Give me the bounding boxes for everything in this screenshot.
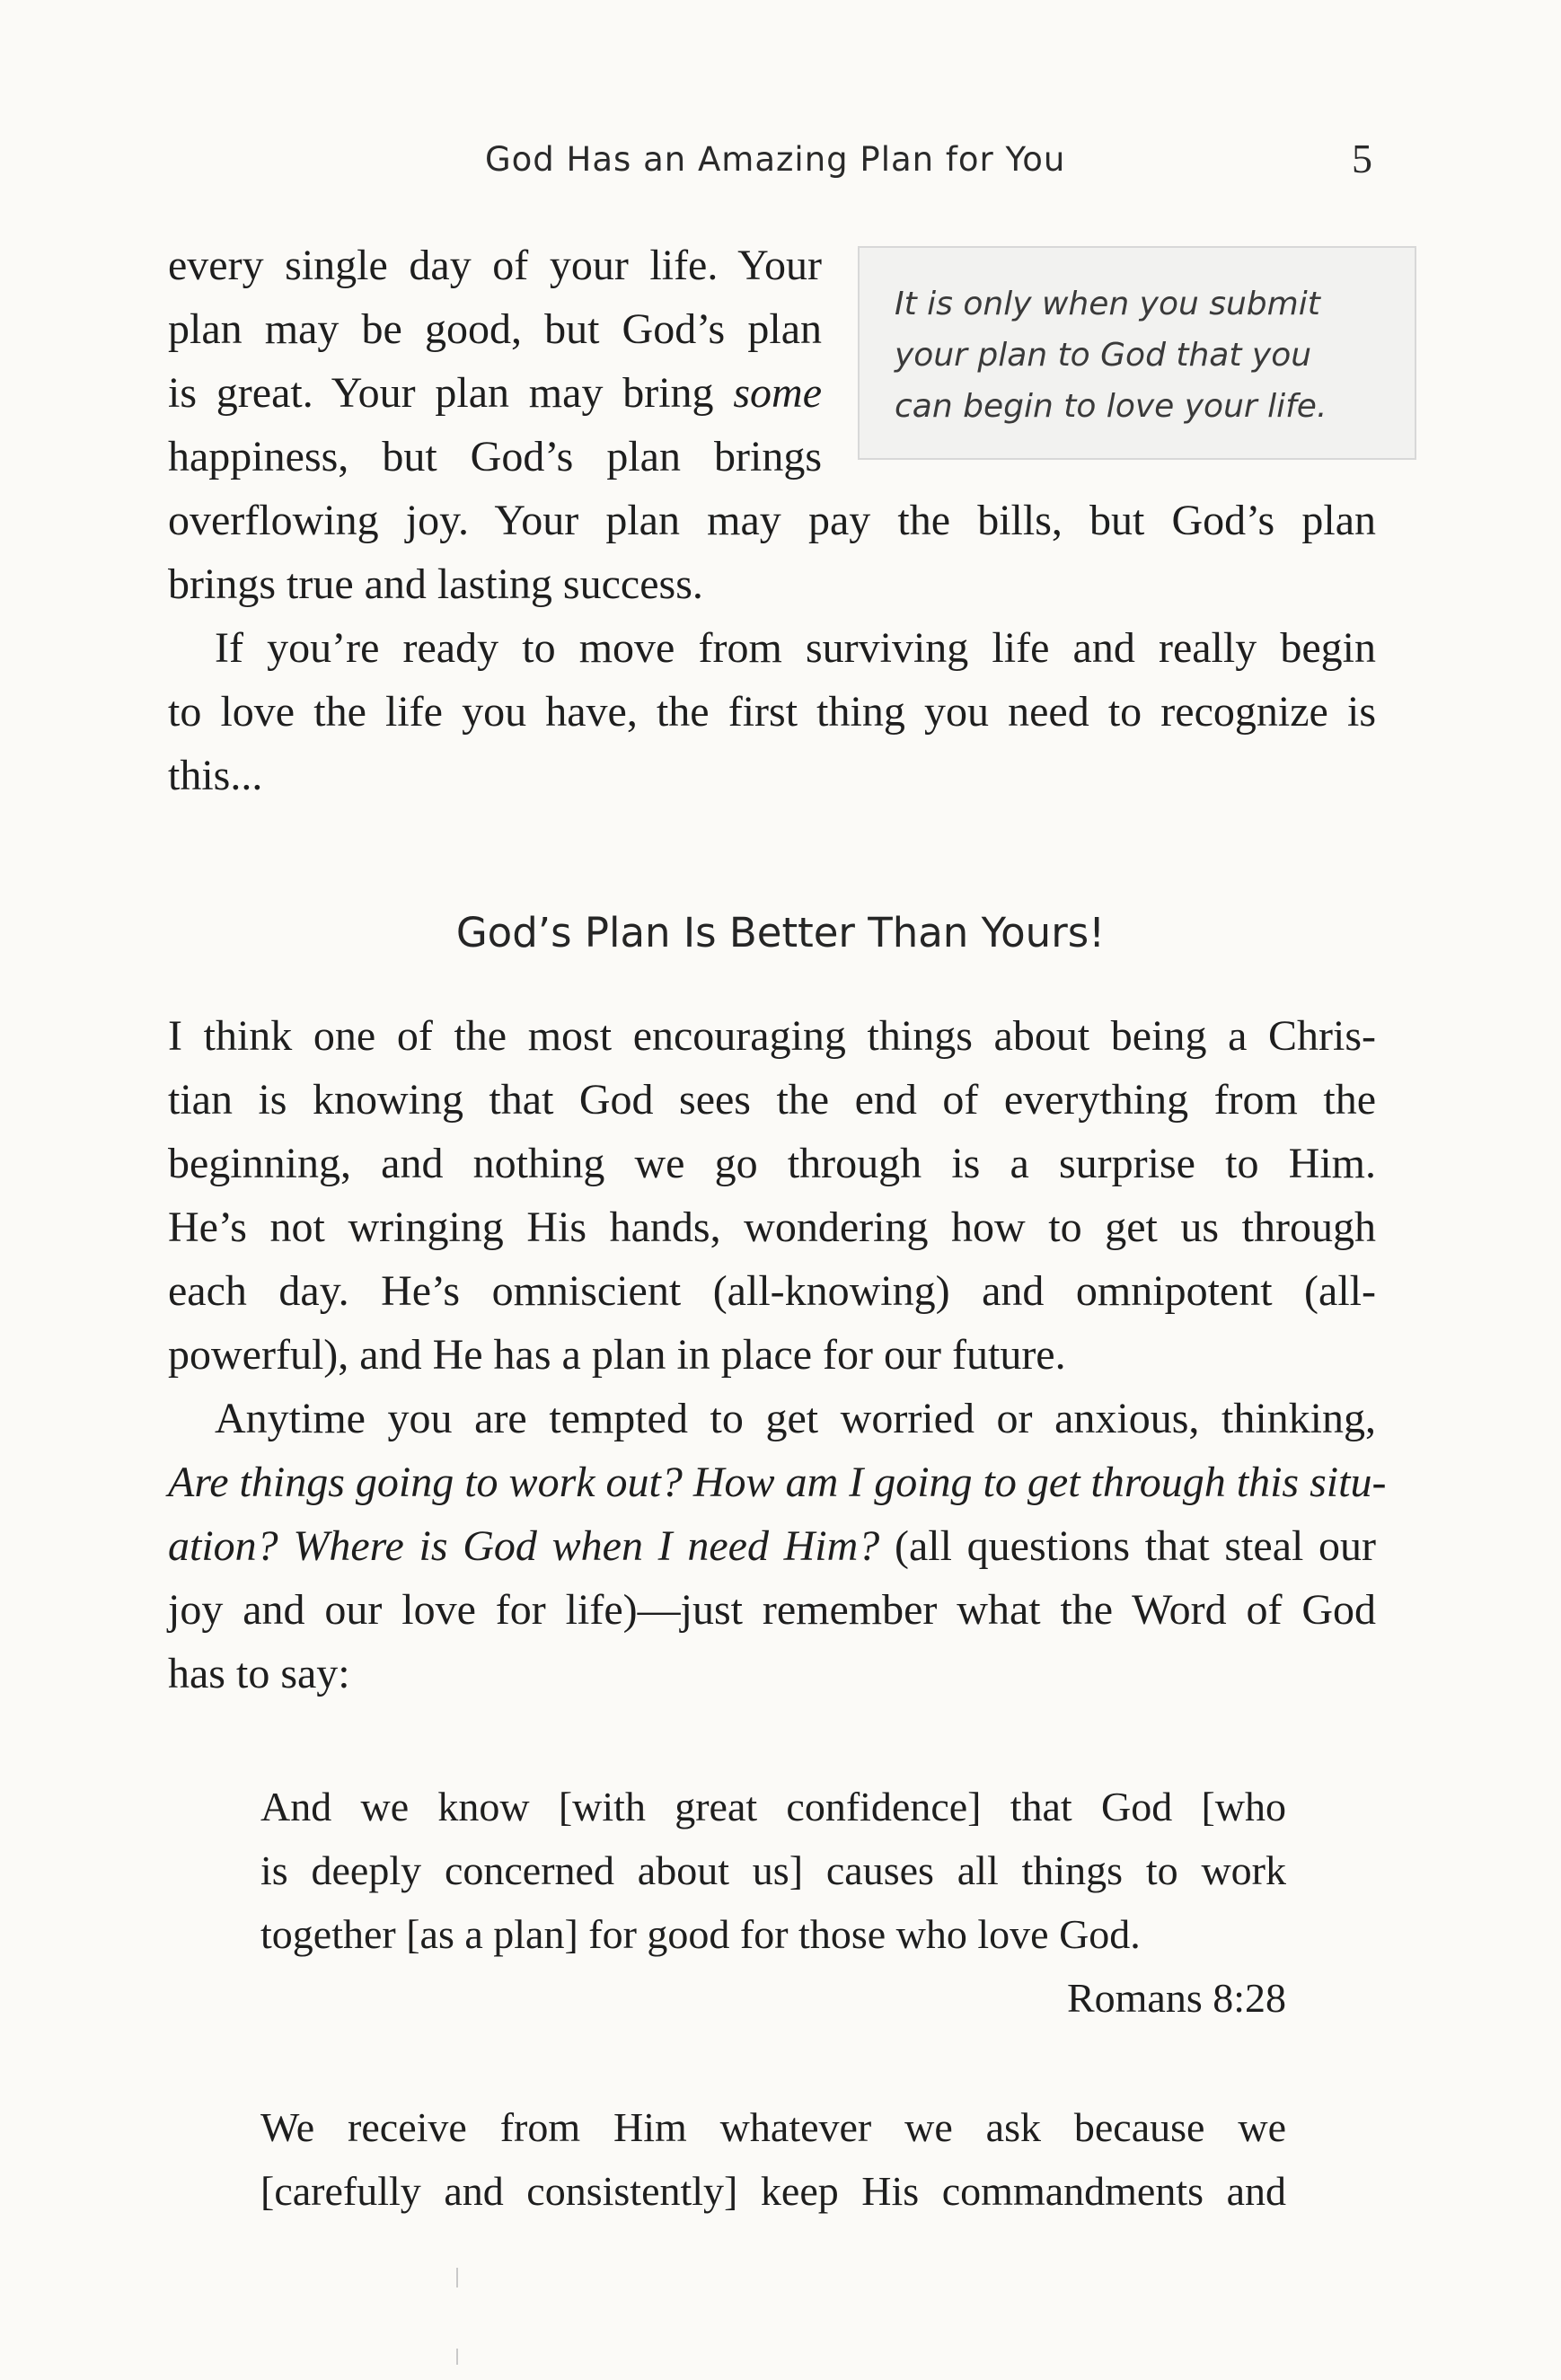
scripture-citation: Romans 8:28 <box>1066 1975 1286 2021</box>
paragraph-anytime <box>168 1387 1387 1706</box>
text-line: plan may be good, but God’s plan <box>168 305 822 353</box>
text-span: is great. Your plan may bring <box>168 369 734 417</box>
text-line: happiness, but God’s plan brings <box>168 433 822 480</box>
scan-artifact <box>456 2349 458 2365</box>
text-line: [carefully and consistently] keep His commandments and <box>260 2168 1286 2214</box>
text-line: this... <box>168 752 263 799</box>
text-line: tian is knowing that God sees the end of everything from the <box>168 1076 1376 1124</box>
intro-paragraph-column <box>168 234 822 489</box>
text-line: overflowing joy. Your plan may pay the bills, but God’s plan <box>168 497 1376 544</box>
text-line: I think one of the most encouraging things about being a Chris- <box>168 1012 1376 1060</box>
pull-quote-line: your plan to God that you <box>895 337 1312 374</box>
text-line <box>168 1450 1387 1514</box>
page-number: 5 <box>1352 136 1372 181</box>
text-line: Anytime you are tempted to get worried or anxious, thinking, <box>215 1395 1376 1442</box>
paragraph-encouraging <box>168 1004 1376 1387</box>
text-line: joy and our love for life)—just remember what the Word of God <box>168 1586 1376 1634</box>
emphasis-text: some <box>733 369 822 417</box>
pull-quote-line: can begin to love your life. <box>895 388 1327 425</box>
text-line: powerful), and He has a plan in place for our future. <box>168 1331 1066 1379</box>
text-line: beginning, and nothing we go through is a surprise to Him. <box>168 1140 1376 1187</box>
emphasis-text: ation? Where is God when I need Him? <box>168 1522 880 1570</box>
text-line: to love the life you have, the first thing you need to recognize is <box>168 688 1376 736</box>
scan-artifact <box>456 2268 458 2287</box>
scripture-quote-romans <box>260 1775 1286 2030</box>
text-line: every single day of your life. Your <box>168 242 822 289</box>
text-line: He’s not wringing His hands, wondering how to get us through <box>168 1203 1376 1251</box>
emphasis-text: Are things going to work out? How am I going to get through this situ- <box>168 1459 1387 1506</box>
text-line: has to say: <box>168 1650 350 1697</box>
text-line: And we know [with great confidence] that God [who <box>260 1784 1286 1829</box>
pull-quote-box <box>858 246 1416 460</box>
pull-quote-text <box>895 278 1398 432</box>
pull-quote-line: It is only when you submit <box>895 286 1320 322</box>
text-line <box>168 361 822 425</box>
text-line: together [as a plan] for good for those who love God. <box>260 1911 1141 1957</box>
running-head-title: God Has an Amazing Plan for You <box>485 140 1066 179</box>
text-line: brings true and lasting success. <box>168 560 703 608</box>
section-heading: God’s Plan Is Better Than Yours! <box>455 909 1106 956</box>
text-line <box>168 1514 1376 1578</box>
text-span: (all questions that steal our <box>879 1522 1377 1570</box>
running-head <box>0 135 1561 189</box>
text-line: If you’re ready to move from surviving life and really begin <box>215 624 1376 672</box>
text-line: We receive from Him whatever we ask because we <box>260 2104 1286 2150</box>
intro-paragraph-full <box>168 489 1376 616</box>
text-line: each day. He’s omniscient (all-knowing) and omnipotent (all- <box>168 1267 1376 1315</box>
text-line: is deeply concerned about us] causes all things to work <box>260 1847 1286 1893</box>
paragraph-ready-to-move <box>168 616 1376 807</box>
scripture-quote-second <box>260 2095 1286 2223</box>
